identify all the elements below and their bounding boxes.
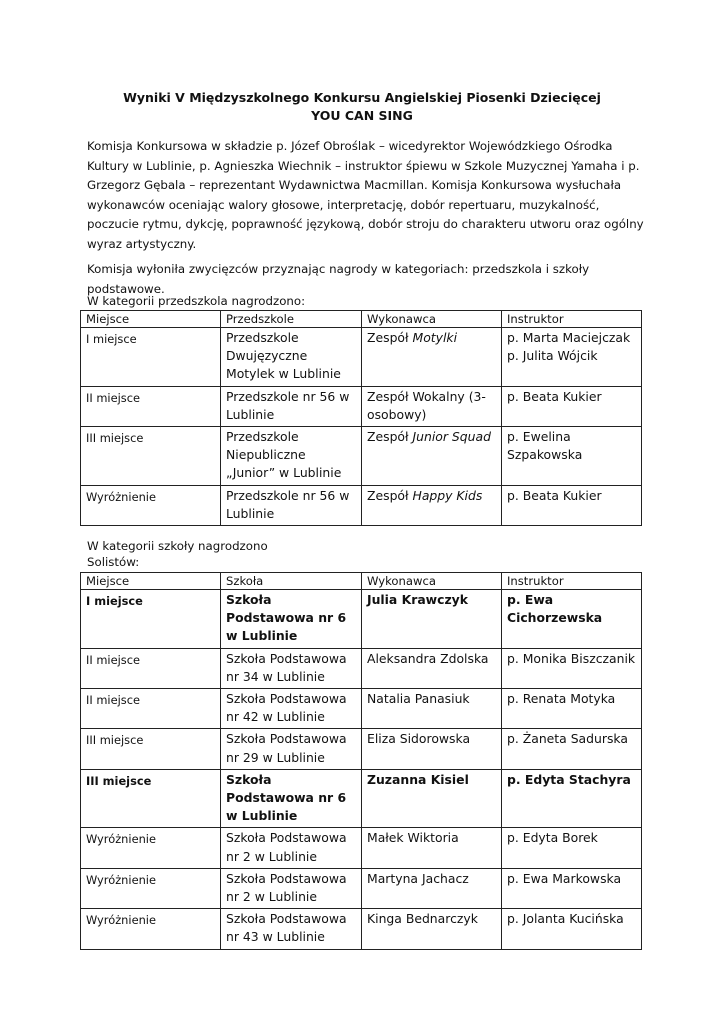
performer-prefix: Zespół (367, 429, 409, 445)
instructor-cell: p. Edyta Borek (502, 828, 642, 868)
instructor-cell: p. Marta Maciejczak p. Julita Wójcik (502, 328, 642, 387)
performer-cell: Małek Wiktoria (362, 828, 502, 868)
performer-cell: Kinga Bednarczyk (362, 909, 502, 949)
instructor-cell: p. Ewa Markowska (502, 868, 642, 908)
table-row (81, 648, 642, 688)
institution-cell: Przedszkole Dwujęzyczne Motylek w Lublinie (221, 328, 362, 387)
schools-category-label: W kategorii szkoły nagrodzono (87, 539, 268, 553)
performer-cell: Natalia Panasiuk (362, 689, 502, 729)
place-cell: II miejsce (81, 689, 221, 729)
place-cell: III miejsce (81, 729, 221, 769)
place-cell: I miejsce (81, 328, 221, 387)
performer-cell (362, 485, 502, 525)
instructor-cell: p. Jolanta Kucińska (502, 909, 642, 949)
place-cell: II miejsce (81, 386, 221, 426)
instructor-cell: p. Renata Motyka (502, 689, 642, 729)
institution-cell: Przedszkole Niepubliczne „Junior” w Lublinie (221, 427, 362, 486)
place-cell: Wyróżnienie (81, 868, 221, 908)
performer-cell: Aleksandra Zdolska (362, 648, 502, 688)
instructor-cell: p. Beata Kukier (502, 485, 642, 525)
instructor-cell: p. Żaneta Sadurska (502, 729, 642, 769)
place-cell: Wyróżnienie (81, 909, 221, 949)
header-performer: Wykonawca (362, 573, 502, 590)
document-title: Wyniki V Międzyszkolnego Konkursu Angielskiej Piosenki Dziecięcej (123, 90, 601, 105)
table-row (81, 868, 642, 908)
table-header-row (81, 311, 642, 328)
instructor-cell: p. Beata Kukier (502, 386, 642, 426)
instructor-cell: p. Ewa Cichorzewska (502, 590, 642, 649)
school-cell: Szkoła Podstawowa nr 34 w Lublinie (221, 648, 362, 688)
header-school: Szkoła (221, 573, 362, 590)
performer-name: Happy Kids (412, 487, 483, 503)
performer-cell (362, 427, 502, 486)
winners-paragraph: Komisja wyłoniła zwycięzców przyznając nagrody w kategoriach: przedszkola i szkoły podstawowe. (87, 262, 590, 296)
place-cell: III miejsce (81, 427, 221, 486)
performer-prefix: Zespół (367, 487, 409, 503)
performer-cell (362, 328, 502, 387)
school-cell: Szkoła Podstawowa nr 2 w Lublinie (221, 868, 362, 908)
table-row (81, 689, 642, 729)
instructor-cell: p. Edyta Stachyra (502, 769, 642, 828)
header-preschool: Przedszkole (221, 311, 362, 328)
header-performer: Wykonawca (362, 311, 502, 328)
performer-name: Junior Squad (412, 429, 491, 445)
table-row (81, 386, 642, 426)
place-cell: Wyróżnienie (81, 828, 221, 868)
performer-prefix: Zespół (367, 330, 409, 345)
performer-cell: Martyna Jachacz (362, 868, 502, 908)
instructor-cell: p. Ewelina Szpakowska (502, 427, 642, 486)
performer-cell (362, 386, 502, 426)
header-place: Miejsce (81, 311, 221, 328)
performer-cell: Eliza Sidorowska (362, 729, 502, 769)
school-cell: Szkoła Podstawowa nr 29 w Lublinie (221, 729, 362, 769)
school-cell: Szkoła Podstawowa nr 43 w Lublinie (221, 909, 362, 949)
preschool-category-label: W kategorii przedszkola nagrodzono: (87, 294, 306, 308)
table-header-row (81, 573, 642, 590)
school-cell: Szkoła Podstawowa nr 6 w Lublinie (221, 769, 362, 828)
institution-cell: Przedszkole nr 56 w Lublinie (221, 386, 362, 426)
place-cell: Wyróżnienie (81, 485, 221, 525)
instructor-cell: p. Monika Biszczanik (502, 648, 642, 688)
table-row (81, 828, 642, 868)
table-row (81, 909, 642, 949)
performer-cell: Julia Krawczyk (362, 590, 502, 649)
performer-cell: Zuzanna Kisiel (362, 769, 502, 828)
school-cell: Szkoła Podstawowa nr 2 w Lublinie (221, 828, 362, 868)
place-cell: II miejsce (81, 648, 221, 688)
header-instructor: Instruktor (502, 311, 642, 328)
institution-cell: Przedszkole nr 56 w Lublinie (221, 485, 362, 525)
place-cell: III miejsce (81, 769, 221, 828)
document-subtitle: YOU CAN SING (311, 108, 413, 123)
preschool-results-table (80, 310, 642, 526)
table-row (81, 590, 642, 649)
place-cell: I miejsce (81, 590, 221, 649)
table-row (81, 769, 642, 828)
soloists-label: Solistów: (87, 555, 140, 569)
schools-results-table (80, 572, 642, 950)
school-cell: Szkoła Podstawowa nr 42 w Lublinie (221, 689, 362, 729)
table-row (81, 729, 642, 769)
school-cell: Szkoła Podstawowa nr 6 w Lublinie (221, 590, 362, 649)
table-row (81, 427, 642, 486)
header-place: Miejsce (81, 573, 221, 590)
performer-name: Motylki (412, 330, 458, 345)
table-row (81, 328, 642, 387)
header-instructor: Instruktor (502, 573, 642, 590)
committee-paragraph: Komisja Konkursowa w składzie p. Józef Obroślak – wicedyrektor Wojewódzkiego Ośrodka Kultury w Lublinie, p. Agnieszka Wiechnik – instruktor śpiewu w Szkole Muzycznej Yamaha i p. Grzegorz Gębala – reprezentant Wydawnictwa Macmillan. Komisja Konkursowa wysłuchała wykonawców oceniając walory głosowe, interpretację, dobór repertuaru, muzykalność, poczucie rytmu, dykcję, poprawność językową, dobór stroju do charakteru utworu oraz ogólny wyraz artystyczny. (87, 139, 644, 251)
table-row (81, 485, 642, 525)
performer-prefix: Zespół Wokalny (3-osobowy) (367, 388, 486, 422)
